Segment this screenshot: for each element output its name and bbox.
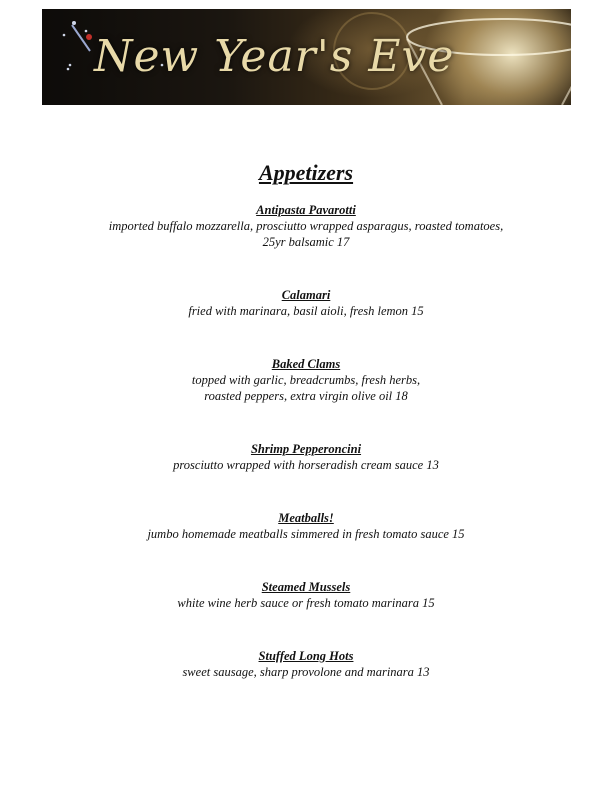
menu-item-description: imported buffalo mozzarella, prosciutto wrapped asparagus, roasted tomatoes, [108,219,504,233]
menu-item-name: Shrimp Pepperoncini [250,442,362,456]
menu-item-description: white wine herb sauce or fresh tomato marinara 15 [177,596,435,610]
menu-item [0,356,612,404]
menu-item-description: jumbo homemade meatballs simmered in fresh tomato sauce 15 [147,527,465,541]
menu-item-name: Calamari [281,288,331,302]
banner-title: New Year's Eve [94,31,455,82]
menu-item [0,648,612,680]
menu-item [0,510,612,542]
menu-item [0,287,612,319]
menu-item [0,579,612,611]
menu-item-name: Stuffed Long Hots [258,649,354,663]
menu-item [0,441,612,473]
menu-item-name: Steamed Mussels [261,580,351,594]
menu-item-description: prosciutto wrapped with horseradish cream sauce 13 [173,458,439,472]
menu-item-name: Antipasta Pavarotti [256,203,356,217]
menu-item [0,202,612,250]
section-title: Appetizers [258,160,354,185]
menu-item-description: 25yr balsamic 17 [262,235,350,249]
menu-content [0,160,612,717]
menu-item-name: Baked Clams [271,357,341,371]
menu-item-description: fried with marinara, basil aioli, fresh lemon 15 [188,304,424,318]
red-dot-icon [86,34,92,40]
menu-item-description: topped with garlic, breadcrumbs, fresh herbs, [191,373,421,387]
header-banner [42,9,571,105]
menu-item-description: sweet sausage, sharp provolone and marinara 13 [182,665,430,679]
menu-item-name: Meatballs! [278,511,334,525]
menu-item-description: roasted peppers, extra virgin olive oil 18 [204,389,408,403]
